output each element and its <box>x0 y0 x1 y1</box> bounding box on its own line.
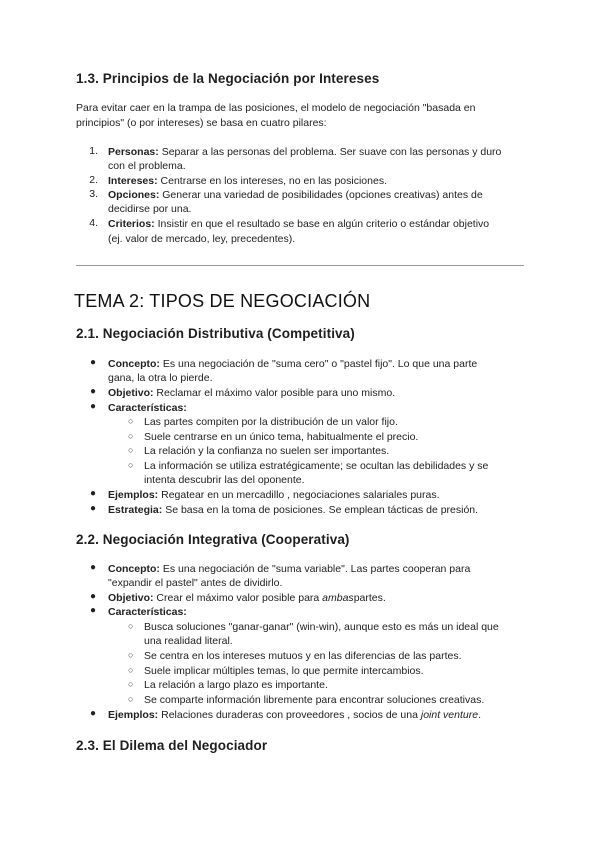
item-text: Crear el máximo valor posible para <box>153 592 323 604</box>
bullet-icon: ● <box>90 386 97 397</box>
list-item <box>108 188 483 202</box>
list-item <box>108 562 470 576</box>
bullet-icon: ● <box>90 401 97 412</box>
list-item <box>108 488 440 502</box>
sub-list-item: La relación a largo plazo es importante. <box>144 679 328 691</box>
item-label: Ejemplos: <box>108 489 159 501</box>
item-label: Personas: <box>108 146 159 158</box>
item-label: Opciones: <box>108 189 160 201</box>
item-text: Reclamar el máximo valor posible para uno mismo. <box>153 387 396 399</box>
list-item <box>108 174 387 188</box>
sub-list-item: La relación y la confianza no suelen ser importantes. <box>144 445 390 457</box>
sub-list-item: Se comparte información libremente para encontrar soluciones creativas. <box>144 694 485 706</box>
sub-bullet-icon: ○ <box>128 650 134 660</box>
list-item <box>108 503 478 517</box>
item-label: Criterios: <box>108 218 155 230</box>
sub-bullet-icon: ○ <box>128 694 134 704</box>
sub-bullet-icon: ○ <box>128 445 134 455</box>
list-item <box>108 708 481 722</box>
item-label: Estrategia: <box>108 504 163 516</box>
list-item <box>108 401 187 415</box>
sub-bullet-icon: ○ <box>128 460 134 470</box>
sub-list-item: Se centra en los intereses mutuos y en las diferencias de las partes. <box>144 650 462 662</box>
item-label: Intereses: <box>108 175 158 187</box>
item-text: Es una negociación de "suma variable". Las partes cooperan para <box>159 563 471 575</box>
list-number: 1. <box>89 145 98 157</box>
list-item <box>108 357 477 371</box>
list-number: 2. <box>89 174 98 186</box>
item-text: Relaciones duraderas con proveedores , socios de una <box>158 709 421 721</box>
list-item-continuation: (ej. valor de mercado, ley, precedentes). <box>108 233 296 245</box>
item-text: partes. <box>353 592 386 604</box>
list-item <box>108 591 386 605</box>
item-emphasis: joint venture <box>420 709 479 721</box>
sub-bullet-icon: ○ <box>128 416 134 426</box>
list-number: 4. <box>89 217 98 229</box>
sub-bullet-icon: ○ <box>128 679 134 689</box>
bullet-icon: ● <box>90 488 97 499</box>
sub-list-item: La información se utiliza estratégicamente; se ocultan las debilidades y se <box>144 460 489 472</box>
item-text: Insistir en que el resultado se base en algún criterio o estándar objetivo <box>154 218 490 230</box>
tema-2-title: TEMA 2: TIPOS DE NEGOCIACIÓN <box>74 291 371 311</box>
bullet-icon: ● <box>90 503 97 514</box>
item-label: Ejemplos: <box>108 709 159 721</box>
bullet-icon: ● <box>90 591 97 602</box>
item-text: Generar una variedad de posibilidades (opciones creativas) antes de <box>159 189 483 201</box>
item-text: Separar a las personas del problema. Ser suave con las personas y duro <box>158 146 502 158</box>
section-2-2-heading: 2.2. Negociación Integrativa (Cooperativa) <box>76 532 350 547</box>
list-item-continuation: decidirse por una. <box>108 203 192 215</box>
sub-bullet-icon: ○ <box>128 431 134 441</box>
list-item <box>108 386 395 400</box>
section-1-3-intro-line1: Para evitar caer en la trampa de las posiciones, el modelo de negociación "basada en <box>76 102 476 114</box>
list-number: 3. <box>89 188 98 200</box>
item-text: Se basa en la toma de posiciones. Se emplean tácticas de presión. <box>162 504 479 516</box>
bullet-icon: ● <box>90 562 97 573</box>
item-label: Características: <box>108 402 187 414</box>
list-item-continuation: "expandir el pastel" antes de dividirlo. <box>108 577 283 589</box>
sub-bullet-icon: ○ <box>128 665 134 675</box>
sub-bullet-icon: ○ <box>128 621 134 631</box>
item-text: Regatear en un mercadillo , negociaciones salariales puras. <box>158 489 440 501</box>
sub-list-item: Suele centrarse en un único tema, habitualmente el precio. <box>144 431 419 443</box>
list-item <box>108 145 501 159</box>
item-emphasis: ambas <box>322 592 354 604</box>
sub-list-item: Suele implicar múltiples temas, lo que permite intercambios. <box>144 665 424 677</box>
bullet-icon: ● <box>90 605 97 616</box>
sub-list-item: Busca soluciones "ganar-ganar" (win-win), aunque esto es más un ideal que <box>144 621 499 633</box>
item-label: Objetivo: <box>108 387 154 399</box>
item-text: Centrarse en los intereses, no en las posiciones. <box>157 175 387 187</box>
list-item-continuation: con el problema. <box>108 160 186 172</box>
bullet-icon: ● <box>90 708 97 719</box>
item-label: Objetivo: <box>108 592 154 604</box>
section-1-3-intro-line2: principios" (o por intereses) se basa en cuatro pilares: <box>76 117 327 129</box>
item-label: Características: <box>108 606 187 618</box>
section-1-3-heading: 1.3. Principios de la Negociación por Intereses <box>76 71 380 86</box>
item-text: Es una negociación de "suma cero" o "pastel fijo". Lo que una parte <box>159 358 478 370</box>
item-label: Concepto: <box>108 563 160 575</box>
horizontal-divider <box>76 265 524 266</box>
item-text: . <box>478 709 481 721</box>
sub-list-item-continuation: intenta descubrir las del oponente. <box>144 474 305 486</box>
list-item-continuation: gana, la otra lo pierde. <box>108 372 213 384</box>
list-item <box>108 605 187 619</box>
item-label: Concepto: <box>108 358 160 370</box>
bullet-icon: ● <box>90 357 97 368</box>
sub-list-item-continuation: una realidad literal. <box>144 635 233 647</box>
sub-list-item: Las partes compiten por la distribución de un valor fijo. <box>144 416 398 428</box>
list-item <box>108 217 489 231</box>
section-2-1-heading: 2.1. Negociación Distributiva (Competitiva) <box>76 326 355 341</box>
section-2-3-heading: 2.3. El Dilema del Negociador <box>76 738 268 753</box>
